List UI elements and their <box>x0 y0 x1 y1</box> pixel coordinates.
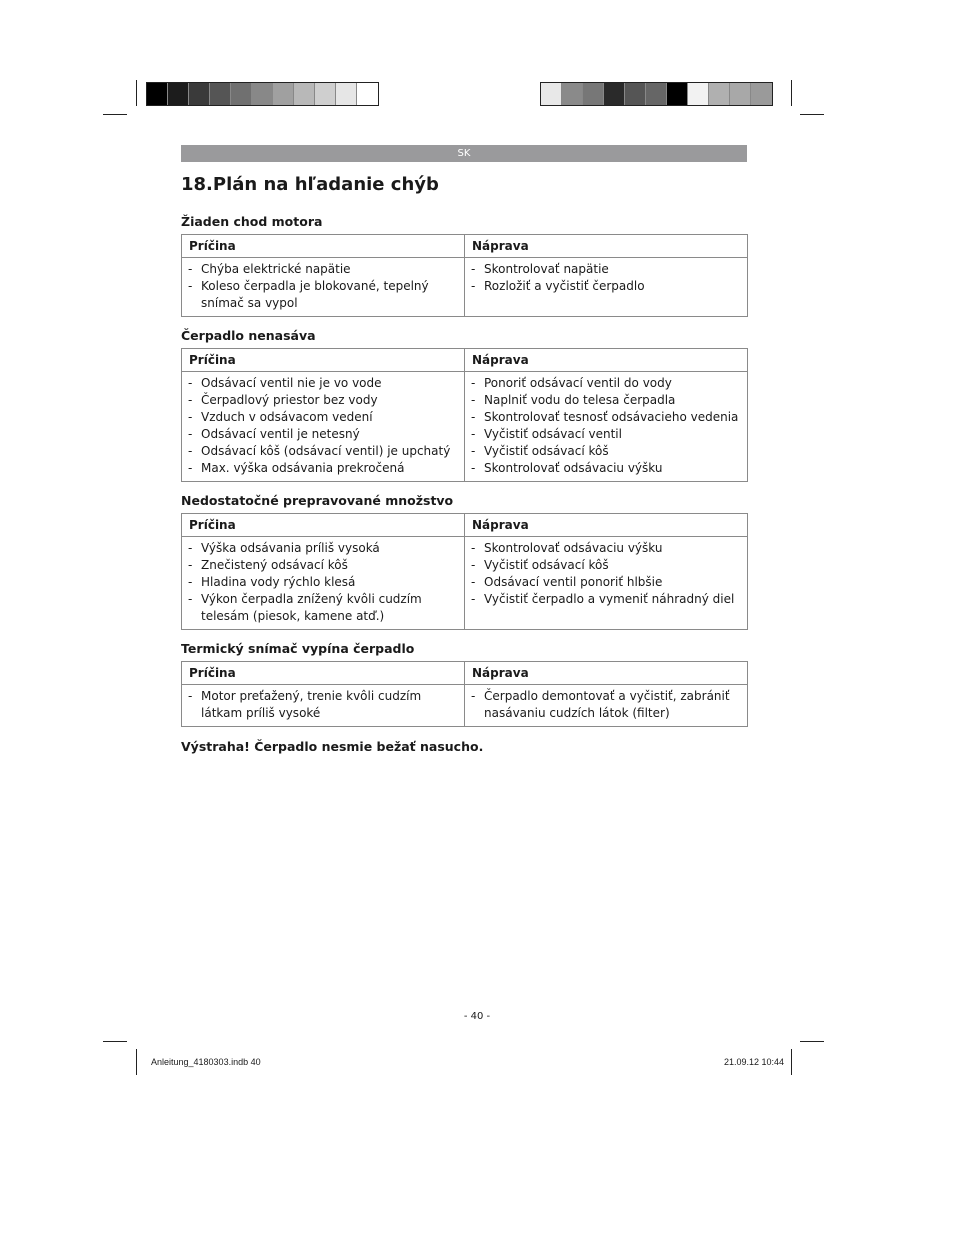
list-item: - Vzduch v odsávacom vedení <box>188 409 458 426</box>
color-swatch <box>688 83 709 105</box>
list-item: - Motor preťažený, trenie kvôli cudzím látkam príliš vysoké <box>188 688 458 722</box>
column-header-cause: Príčina <box>182 662 465 685</box>
list-item: - Odsávací ventil je netesný <box>188 426 458 443</box>
list-item: - Max. výška odsávania prekročená <box>188 460 458 477</box>
list-item: - Vyčistiť čerpadlo a vymeniť náhradný diel <box>471 591 741 608</box>
color-swatch <box>646 83 667 105</box>
color-swatch <box>294 83 315 105</box>
troubleshooting-table <box>181 513 748 630</box>
warning-text: Výstraha! Čerpadlo nesmie bežať nasucho. <box>181 739 484 754</box>
remedy-cell <box>465 685 748 727</box>
remedy-cell <box>465 537 748 630</box>
color-swatch <box>562 83 583 105</box>
list-item: - Výkon čerpadla znížený kvôli cudzím telesám (piesok, kamene atď.) <box>188 591 458 625</box>
crop-mark <box>103 114 127 115</box>
color-swatch <box>709 83 730 105</box>
list-item: - Čerpadlo demontovať a vyčistiť, zabrániť nasávaniu cudzích látok (filter) <box>471 688 741 722</box>
section-heading: Nedostatočné prepravované množstvo <box>181 493 454 508</box>
list-item: - Skontrolovať napätie <box>471 261 741 278</box>
section-heading: Termický snímač vypína čerpadlo <box>181 641 415 656</box>
color-swatch <box>189 83 210 105</box>
troubleshooting-table <box>181 348 748 482</box>
list-item: - Odsávací kôš (odsávací ventil) je upchatý <box>188 443 458 460</box>
crop-mark <box>136 1049 137 1075</box>
list-item: - Odsávací ventil nie je vo vode <box>188 375 458 392</box>
language-code: SK <box>457 148 471 159</box>
list-item: - Hladina vody rýchlo klesá <box>188 574 458 591</box>
color-swatch <box>315 83 336 105</box>
color-swatch <box>583 83 604 105</box>
list-item: - Skontrolovať odsávaciu výšku <box>471 460 741 477</box>
color-swatch <box>210 83 231 105</box>
color-swatch <box>336 83 357 105</box>
column-header-cause: Príčina <box>182 235 465 258</box>
list-item: - Znečistený odsávací kôš <box>188 557 458 574</box>
footer-datetime: 21.09.12 10:44 <box>723 1057 784 1067</box>
color-swatch <box>168 83 189 105</box>
troubleshooting-table <box>181 661 748 727</box>
column-header-remedy: Náprava <box>465 349 748 372</box>
color-swatch <box>751 83 772 105</box>
color-swatch <box>273 83 294 105</box>
list-item: - Vyčistiť odsávací ventil <box>471 426 741 443</box>
cause-cell <box>182 685 465 727</box>
page-number: - 40 - <box>463 1011 491 1022</box>
language-bar <box>181 145 747 162</box>
color-swatch <box>357 83 378 105</box>
column-header-remedy: Náprava <box>465 514 748 537</box>
column-header-remedy: Náprava <box>465 662 748 685</box>
color-calibration-bar-left <box>146 82 379 106</box>
color-swatch <box>604 83 625 105</box>
list-item: - Výška odsávania príliš vysoká <box>188 540 458 557</box>
list-item: - Skontrolovať odsávaciu výšku <box>471 540 741 557</box>
color-swatch <box>730 83 751 105</box>
column-header-cause: Príčina <box>182 349 465 372</box>
list-item: - Čerpadlový priestor bez vody <box>188 392 458 409</box>
color-calibration-bar-right <box>540 82 773 106</box>
list-item: - Skontrolovať tesnosť odsávacieho vedenia <box>471 409 741 426</box>
troubleshooting-table <box>181 234 748 317</box>
list-item: - Odsávací ventil ponoriť hlbšie <box>471 574 741 591</box>
crop-mark <box>791 1049 792 1075</box>
crop-mark <box>136 80 137 106</box>
list-item: - Naplniť vodu do telesa čerpadla <box>471 392 741 409</box>
color-swatch <box>541 83 562 105</box>
cause-cell <box>182 537 465 630</box>
column-header-cause: Príčina <box>182 514 465 537</box>
color-swatch <box>667 83 688 105</box>
list-item: - Vyčistiť odsávací kôš <box>471 557 741 574</box>
footer-file-name: Anleitung_4180303.indb 40 <box>151 1057 261 1067</box>
section-heading: Čerpadlo nenasáva <box>181 328 316 343</box>
remedy-cell <box>465 258 748 317</box>
color-swatch <box>231 83 252 105</box>
list-item: - Ponoriť odsávací ventil do vody <box>471 375 741 392</box>
list-item: - Koleso čerpadla je blokované, tepelný snímač sa vypol <box>188 278 458 312</box>
list-item: - Vyčistiť odsávací kôš <box>471 443 741 460</box>
color-swatch <box>147 83 168 105</box>
page-title: 18.Plán na hľadanie chýb <box>181 174 439 195</box>
crop-mark <box>791 80 792 106</box>
cause-cell <box>182 258 465 317</box>
remedy-cell <box>465 372 748 482</box>
crop-mark <box>800 114 824 115</box>
crop-mark <box>800 1041 824 1042</box>
list-item: - Chýba elektrické napätie <box>188 261 458 278</box>
color-swatch <box>625 83 646 105</box>
column-header-remedy: Náprava <box>465 235 748 258</box>
color-swatch <box>252 83 273 105</box>
cause-cell <box>182 372 465 482</box>
crop-mark <box>103 1041 127 1042</box>
list-item: - Rozložiť a vyčistiť čerpadlo <box>471 278 741 295</box>
section-heading: Žiaden chod motora <box>181 214 323 229</box>
